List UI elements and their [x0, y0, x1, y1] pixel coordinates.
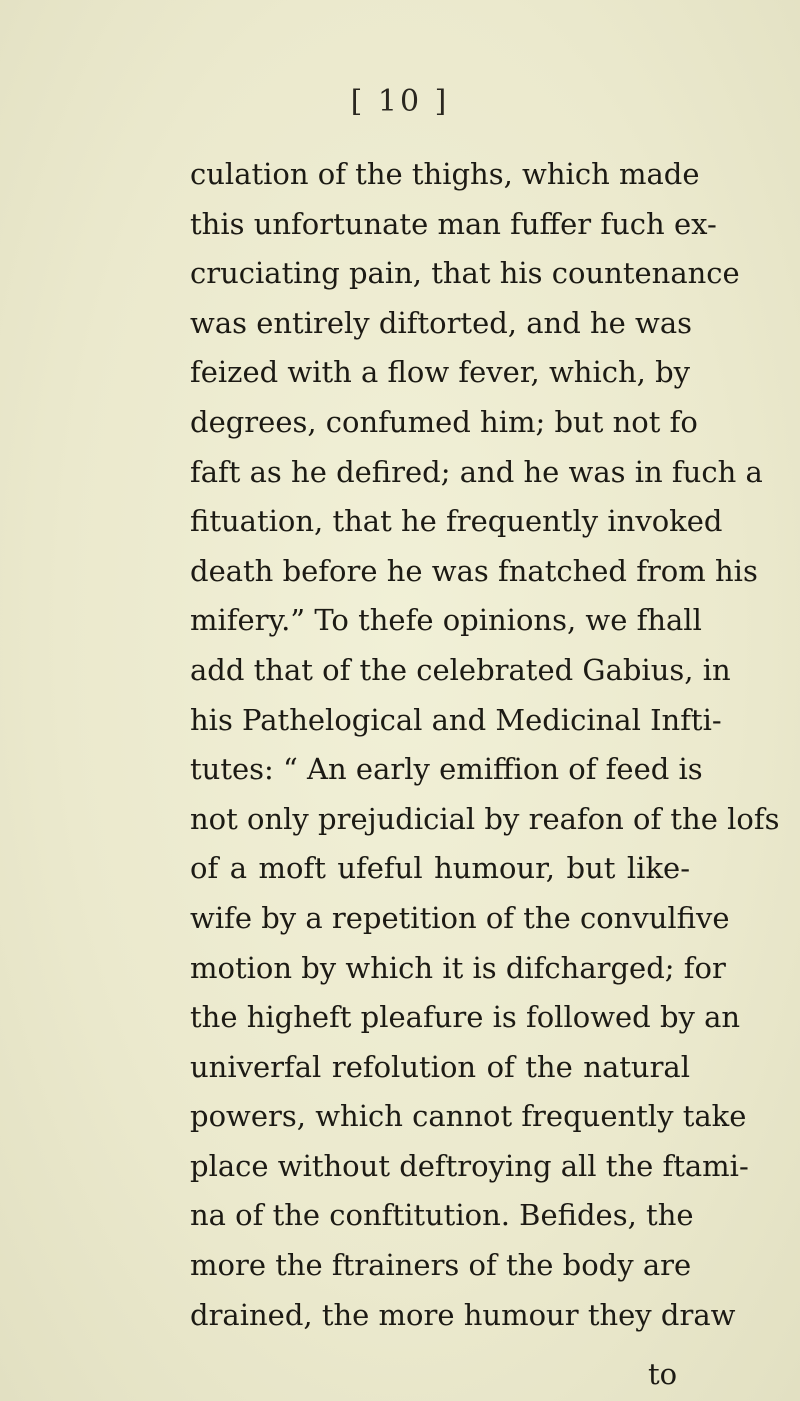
text-line: mifery.” To thefe opinions, we fhall: [190, 603, 702, 638]
text-line: more the ftrainers of the body are: [190, 1248, 692, 1283]
catchword: to: [648, 1357, 678, 1391]
text-line: the higheft pleafure is followed by an: [190, 1000, 741, 1035]
text-line: wife by a repetition of the convulfive: [190, 900, 730, 935]
text-line: powers, which cannot frequently take: [190, 1099, 747, 1134]
text-line: univerfal refolution of the natural: [190, 1049, 690, 1084]
text-line: fituation, that he frequently invoked: [190, 504, 723, 539]
text-line: this unfortunate man fuffer fuch ex-: [190, 206, 717, 241]
text-line: of a moft ufeful humour, but like-: [190, 851, 690, 886]
text-line: not only prejudicial by reafon of the lofs: [190, 801, 780, 836]
body-text: [190, 150, 780, 1340]
text-line: faft as he defired; and he was in fuch a: [190, 454, 763, 489]
page-number: [ 10 ]: [350, 84, 450, 119]
text-line: tutes: “ An early emiffion of feed is: [190, 752, 703, 787]
text-line: motion by which it is difcharged; for: [190, 950, 726, 985]
text-line: cruciating pain, that his countenance: [190, 256, 740, 291]
text-line: was entirely diftorted, and he was: [190, 305, 693, 340]
text-line: na of the conftitution. Befides, the: [190, 1198, 694, 1233]
text-line: degrees, confumed him; but not fo: [190, 404, 698, 439]
text-line: drained, the more humour they draw: [190, 1297, 736, 1332]
text-line: feized with a flow fever, which, by: [190, 355, 691, 390]
text-line: culation of the thighs, which made: [190, 157, 700, 191]
text-line: death before he was fnatched from his: [190, 553, 758, 588]
text-line: add that of the celebrated Gabius, in: [190, 652, 731, 687]
text-line: place without deftroying all the ftami-: [190, 1148, 749, 1183]
text-line: his Pathelogical and Medicinal Infti-: [190, 702, 722, 737]
